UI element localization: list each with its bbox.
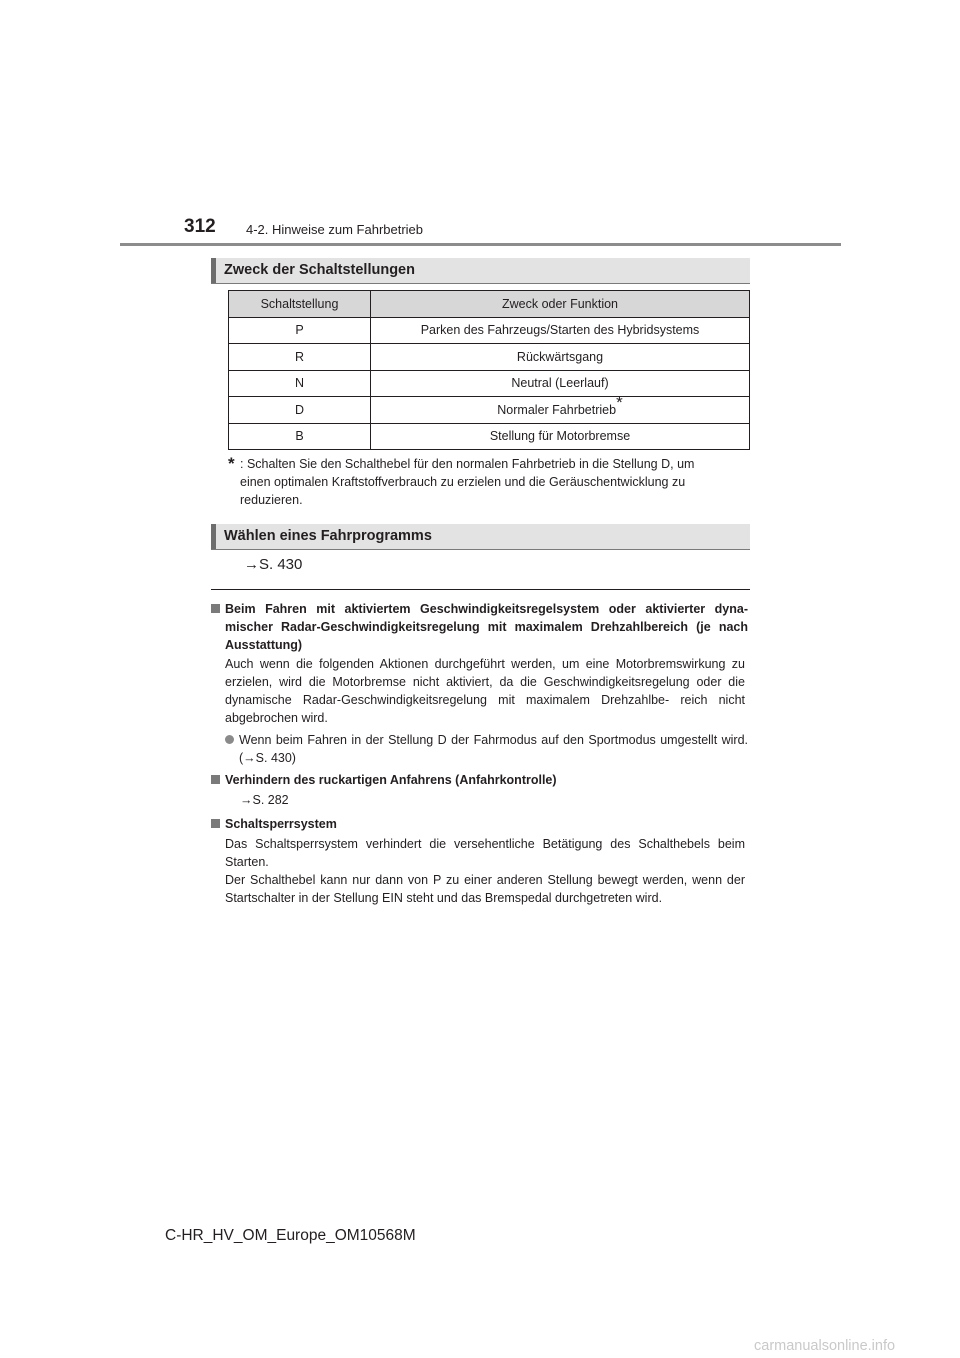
note-title: Verhindern des ruckartigen Anfahrens (Anfahrkontrolle) [225,773,557,787]
square-bullet-icon [211,819,220,828]
table-row [229,317,750,344]
function-cell [371,317,750,344]
function-cell [371,344,750,371]
note-shift-lock [211,815,748,833]
square-bullet-icon [211,775,220,784]
function-text: Normaler Fahrbetrieb [497,402,617,417]
heading-accent [211,524,216,549]
heading-accent [211,258,216,283]
heading-text: Wählen eines Fahrprogramms [224,528,432,544]
function-text: Neutral (Leerlauf) [511,376,609,391]
page-reference-link[interactable]: →S. 282 [240,793,289,807]
footnote-mark: * [228,454,235,473]
function-text: Stellung für Motorbremse [489,429,631,444]
function-text: Parken des Fahrzeugs/Starten des Hybridsystems [420,323,700,338]
note-text: Der Schalthebel kann nur dann von P zu einer anderen Stellung bewegt werden, wenn der Startschalter in der Stellung EIN steht und das Bremspedal durchgetreten wird. [225,873,745,905]
table-row [229,370,750,397]
heading-text: Zweck der Schaltstellungen [224,262,415,278]
footnote-text [240,455,748,509]
note-cruise-control [211,600,748,654]
divider [211,589,750,590]
position-cell: R [229,344,371,371]
footnote-line: reduzieren. [240,493,303,507]
circle-bullet-icon [225,735,234,744]
position-cell: P [229,317,371,344]
page-number: 312 [184,216,216,237]
note-start-control [211,771,748,789]
position-cell: B [229,423,371,450]
function-cell [371,392,750,424]
column-header: Zweck oder Funktion [371,291,750,318]
square-bullet-icon [211,604,220,613]
page-reference-link[interactable]: →S. 430 [244,556,303,573]
position-cell: N [229,370,371,397]
heading-shift-positions [211,258,750,284]
function-cell [371,423,750,450]
footnote-line: : Schalten Sie den Schalthebel für den normalen Fahrbetrieb in die Stellung D, um [240,457,695,471]
bullet-text: Wenn beim Fahren in der Stellung D der Fahrmodus auf den Sportmodus umgestellt wird. (→S. 430) [239,733,748,765]
document-code: C-HR_HV_OM_Europe_OM10568M [165,1227,416,1244]
note-title: Beim Fahren mit aktiviertem Geschwindigkeitsregelsystem oder aktivierter dyna- mischer Radar-Geschwindigkeitsregelung mit maximalem Drehzahlbereich (je nach Ausstattung) [225,602,748,652]
table-row [229,423,750,450]
footnote [228,455,748,509]
note-text: Auch wenn die folgenden Aktionen durchgeführt werden, um eine Motorbremswirkung zu erzielen, wird die Motorbremse nicht aktiviert, da die Geschwindigkeitsregelung oder die dynamische Radar-Geschwindigkeitsregelung mit maximalem Drehzahlbe- reich nicht abgebrochen wird. [225,657,745,725]
function-cell [371,370,750,397]
section-label: 4-2. Hinweise zum Fahrbetrieb [246,222,424,237]
function-text: Rückwärtsgang [516,349,604,364]
list-item [225,731,748,767]
footnote-star: * [616,392,623,412]
header-rule [120,243,841,246]
table-header-row [229,291,750,318]
table-row [229,397,750,424]
note-title: Schaltsperrsystem [225,817,337,831]
note-text: Das Schaltsperrsystem verhindert die versehentliche Betätigung des Schalthebels beim Starten. [225,837,745,869]
shift-position-table [228,290,750,450]
table-row [229,344,750,371]
footnote-line: einen optimalen Kraftstoffverbrauch zu erzielen und die Geräuschentwicklung zu [240,475,686,489]
heading-drive-mode [211,524,750,550]
position-cell: D [229,397,371,424]
column-header: Schaltstellung [229,291,371,318]
watermark: carmanualsonline.info [754,1338,896,1354]
